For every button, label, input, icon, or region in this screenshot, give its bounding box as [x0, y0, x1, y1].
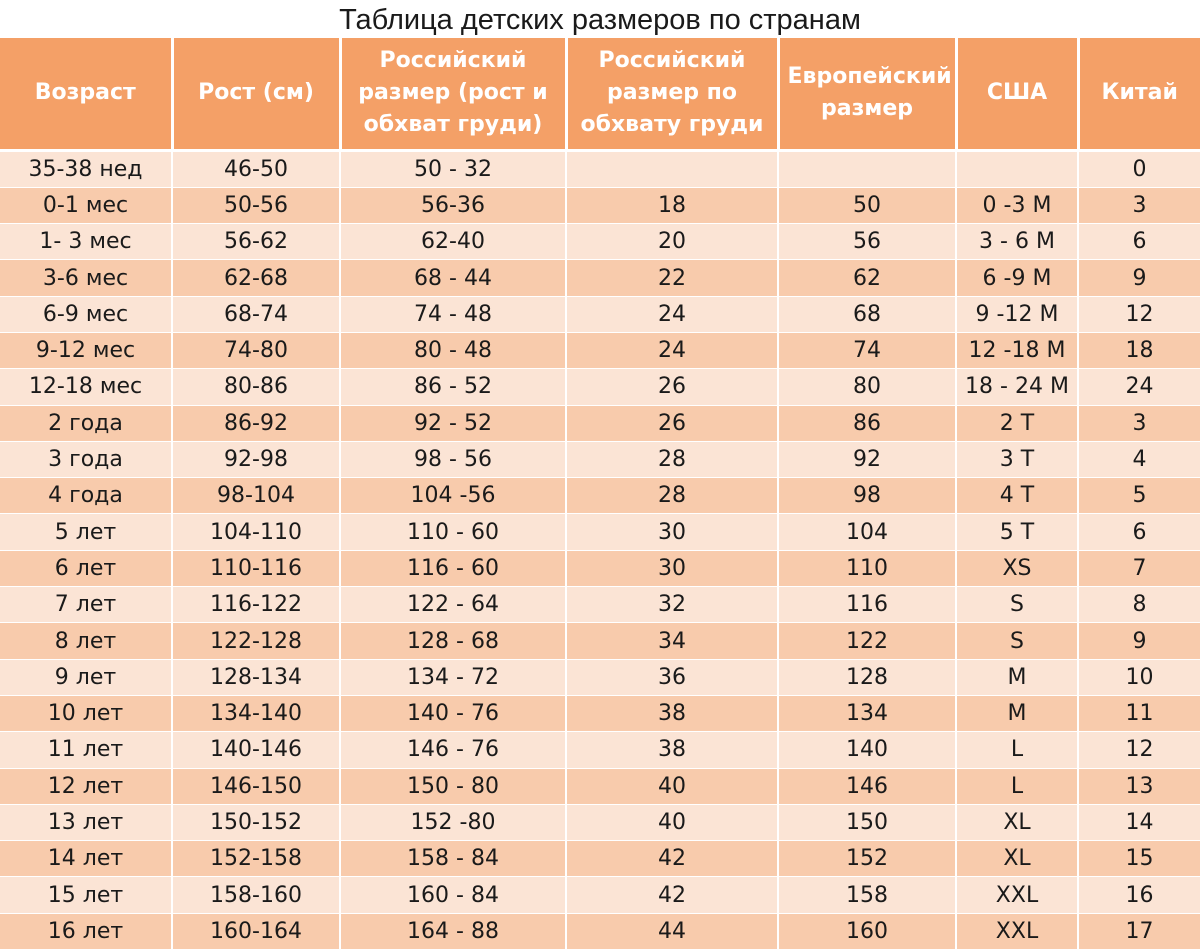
table-row [0, 260, 1200, 296]
cell-china: 7 [1078, 550, 1200, 586]
table-row [0, 732, 1200, 768]
header-russian-size-chest: Российский размер по обхвату груди [566, 38, 778, 150]
cell-russian-size-height-chest: 92 - 52 [340, 405, 566, 441]
cell-height: 56-62 [172, 224, 340, 260]
cell-age: 11 лет [0, 732, 172, 768]
cell-european-size: 56 [778, 224, 956, 260]
cell-usa: 0 -3 M [956, 187, 1078, 223]
cell-russian-size-chest: 28 [566, 441, 778, 477]
cell-russian-size-height-chest: 80 - 48 [340, 332, 566, 368]
cell-russian-size-chest: 36 [566, 659, 778, 695]
cell-russian-size-height-chest: 116 - 60 [340, 550, 566, 586]
cell-russian-size-chest: 42 [566, 877, 778, 913]
cell-china: 3 [1078, 187, 1200, 223]
cell-china: 6 [1078, 514, 1200, 550]
cell-russian-size-height-chest: 62-40 [340, 224, 566, 260]
cell-age: 16 лет [0, 913, 172, 949]
cell-age: 6 лет [0, 550, 172, 586]
cell-european-size: 160 [778, 913, 956, 949]
cell-height: 46-50 [172, 150, 340, 187]
cell-height: 86-92 [172, 405, 340, 441]
cell-russian-size-height-chest: 68 - 44 [340, 260, 566, 296]
cell-russian-size-height-chest: 74 - 48 [340, 296, 566, 332]
cell-usa: XXL [956, 913, 1078, 949]
cell-russian-size-chest: 34 [566, 623, 778, 659]
cell-usa: 18 - 24 M [956, 369, 1078, 405]
cell-age: 9 лет [0, 659, 172, 695]
cell-height: 134-140 [172, 695, 340, 731]
cell-usa: S [956, 623, 1078, 659]
cell-age: 35-38 нед [0, 150, 172, 187]
cell-usa: S [956, 587, 1078, 623]
table-row [0, 913, 1200, 949]
table-row [0, 441, 1200, 477]
cell-european-size: 104 [778, 514, 956, 550]
table-row [0, 514, 1200, 550]
cell-age: 0-1 мес [0, 187, 172, 223]
cell-european-size: 68 [778, 296, 956, 332]
table-row [0, 369, 1200, 405]
cell-usa: L [956, 732, 1078, 768]
cell-usa: 3 T [956, 441, 1078, 477]
cell-usa: 4 T [956, 478, 1078, 514]
cell-russian-size-chest: 24 [566, 296, 778, 332]
table-row [0, 623, 1200, 659]
cell-height: 122-128 [172, 623, 340, 659]
cell-european-size: 128 [778, 659, 956, 695]
cell-china: 9 [1078, 623, 1200, 659]
table-row [0, 405, 1200, 441]
cell-russian-size-height-chest: 134 - 72 [340, 659, 566, 695]
cell-russian-size-height-chest: 128 - 68 [340, 623, 566, 659]
cell-european-size [778, 150, 956, 187]
cell-china: 13 [1078, 768, 1200, 804]
cell-russian-size-chest: 42 [566, 841, 778, 877]
cell-russian-size-chest: 24 [566, 332, 778, 368]
table-row [0, 877, 1200, 913]
cell-china: 6 [1078, 224, 1200, 260]
cell-usa: 6 -9 M [956, 260, 1078, 296]
cell-usa: M [956, 695, 1078, 731]
cell-china: 3 [1078, 405, 1200, 441]
cell-european-size: 140 [778, 732, 956, 768]
cell-russian-size-chest: 18 [566, 187, 778, 223]
cell-russian-size-chest: 20 [566, 224, 778, 260]
cell-age: 3-6 мес [0, 260, 172, 296]
cell-height: 116-122 [172, 587, 340, 623]
cell-height: 98-104 [172, 478, 340, 514]
cell-european-size: 62 [778, 260, 956, 296]
cell-russian-size-chest: 30 [566, 550, 778, 586]
cell-european-size: 80 [778, 369, 956, 405]
cell-age: 2 года [0, 405, 172, 441]
cell-china: 14 [1078, 804, 1200, 840]
cell-russian-size-chest [566, 150, 778, 187]
cell-age: 6-9 мес [0, 296, 172, 332]
cell-age: 12-18 мес [0, 369, 172, 405]
cell-china: 16 [1078, 877, 1200, 913]
header-height: Рост (см) [172, 38, 340, 150]
cell-height: 140-146 [172, 732, 340, 768]
table-row [0, 296, 1200, 332]
cell-height: 146-150 [172, 768, 340, 804]
cell-usa: XL [956, 804, 1078, 840]
cell-russian-size-chest: 38 [566, 732, 778, 768]
cell-usa: XS [956, 550, 1078, 586]
cell-usa: 5 T [956, 514, 1078, 550]
cell-russian-size-chest: 44 [566, 913, 778, 949]
cell-russian-size-chest: 28 [566, 478, 778, 514]
cell-china: 10 [1078, 659, 1200, 695]
cell-height: 74-80 [172, 332, 340, 368]
cell-russian-size-height-chest: 160 - 84 [340, 877, 566, 913]
cell-china: 11 [1078, 695, 1200, 731]
cell-european-size: 152 [778, 841, 956, 877]
cell-russian-size-height-chest: 56-36 [340, 187, 566, 223]
cell-china: 17 [1078, 913, 1200, 949]
cell-european-size: 110 [778, 550, 956, 586]
cell-russian-size-height-chest: 50 - 32 [340, 150, 566, 187]
cell-china: 15 [1078, 841, 1200, 877]
cell-height: 50-56 [172, 187, 340, 223]
cell-age: 12 лет [0, 768, 172, 804]
cell-european-size: 150 [778, 804, 956, 840]
cell-russian-size-chest: 40 [566, 804, 778, 840]
table-header [0, 38, 1200, 150]
cell-age: 7 лет [0, 587, 172, 623]
cell-height: 160-164 [172, 913, 340, 949]
cell-usa: M [956, 659, 1078, 695]
table-row [0, 841, 1200, 877]
cell-usa: 3 - 6 M [956, 224, 1078, 260]
header-age: Возраст [0, 38, 172, 150]
page-title: Таблица детских размеров по странам [339, 4, 861, 36]
cell-russian-size-height-chest: 164 - 88 [340, 913, 566, 949]
table-row [0, 768, 1200, 804]
cell-russian-size-chest: 30 [566, 514, 778, 550]
cell-russian-size-height-chest: 152 -80 [340, 804, 566, 840]
cell-height: 80-86 [172, 369, 340, 405]
cell-age: 1- 3 мес [0, 224, 172, 260]
cell-age: 9-12 мес [0, 332, 172, 368]
cell-russian-size-chest: 22 [566, 260, 778, 296]
cell-age: 10 лет [0, 695, 172, 731]
table-row [0, 224, 1200, 260]
table-row [0, 150, 1200, 187]
cell-european-size: 50 [778, 187, 956, 223]
cell-usa: 2 T [956, 405, 1078, 441]
header-china: Китай [1078, 38, 1200, 150]
cell-height: 128-134 [172, 659, 340, 695]
cell-european-size: 134 [778, 695, 956, 731]
cell-age: 8 лет [0, 623, 172, 659]
cell-usa: 9 -12 M [956, 296, 1078, 332]
cell-european-size: 74 [778, 332, 956, 368]
cell-russian-size-height-chest: 104 -56 [340, 478, 566, 514]
cell-russian-size-height-chest: 140 - 76 [340, 695, 566, 731]
cell-russian-size-height-chest: 146 - 76 [340, 732, 566, 768]
cell-age: 15 лет [0, 877, 172, 913]
cell-height: 110-116 [172, 550, 340, 586]
cell-age: 13 лет [0, 804, 172, 840]
cell-russian-size-chest: 32 [566, 587, 778, 623]
table-row [0, 659, 1200, 695]
cell-age: 3 года [0, 441, 172, 477]
cell-age: 4 года [0, 478, 172, 514]
cell-china: 24 [1078, 369, 1200, 405]
table-row [0, 695, 1200, 731]
cell-european-size: 116 [778, 587, 956, 623]
cell-european-size: 158 [778, 877, 956, 913]
cell-russian-size-chest: 40 [566, 768, 778, 804]
cell-china: 5 [1078, 478, 1200, 514]
cell-russian-size-height-chest: 110 - 60 [340, 514, 566, 550]
cell-age: 5 лет [0, 514, 172, 550]
cell-european-size: 98 [778, 478, 956, 514]
header-russian-size-height-chest: Российский размер (рост и обхват груди) [340, 38, 566, 150]
cell-usa: XXL [956, 877, 1078, 913]
header-row [0, 38, 1200, 150]
table-row [0, 332, 1200, 368]
cell-usa: XL [956, 841, 1078, 877]
cell-height: 104-110 [172, 514, 340, 550]
size-table [0, 38, 1200, 950]
cell-usa: 12 -18 M [956, 332, 1078, 368]
cell-russian-size-chest: 26 [566, 369, 778, 405]
cell-european-size: 146 [778, 768, 956, 804]
cell-european-size: 92 [778, 441, 956, 477]
cell-russian-size-chest: 38 [566, 695, 778, 731]
cell-russian-size-height-chest: 158 - 84 [340, 841, 566, 877]
cell-age: 14 лет [0, 841, 172, 877]
cell-height: 62-68 [172, 260, 340, 296]
cell-china: 8 [1078, 587, 1200, 623]
cell-height: 158-160 [172, 877, 340, 913]
cell-height: 150-152 [172, 804, 340, 840]
table-row [0, 804, 1200, 840]
table-row [0, 587, 1200, 623]
cell-height: 92-98 [172, 441, 340, 477]
cell-russian-size-height-chest: 86 - 52 [340, 369, 566, 405]
table-row [0, 550, 1200, 586]
cell-china: 0 [1078, 150, 1200, 187]
cell-russian-size-height-chest: 150 - 80 [340, 768, 566, 804]
table-row [0, 187, 1200, 223]
cell-height: 152-158 [172, 841, 340, 877]
header-usa: США [956, 38, 1078, 150]
header-european-size: Европейский размер [778, 38, 956, 150]
cell-russian-size-chest: 26 [566, 405, 778, 441]
cell-russian-size-height-chest: 98 - 56 [340, 441, 566, 477]
table-body [0, 150, 1200, 950]
cell-height: 68-74 [172, 296, 340, 332]
table-row [0, 478, 1200, 514]
cell-usa: L [956, 768, 1078, 804]
cell-china: 12 [1078, 296, 1200, 332]
cell-china: 4 [1078, 441, 1200, 477]
cell-usa [956, 150, 1078, 187]
cell-china: 12 [1078, 732, 1200, 768]
cell-china: 9 [1078, 260, 1200, 296]
cell-china: 18 [1078, 332, 1200, 368]
cell-european-size: 86 [778, 405, 956, 441]
cell-european-size: 122 [778, 623, 956, 659]
cell-russian-size-height-chest: 122 - 64 [340, 587, 566, 623]
